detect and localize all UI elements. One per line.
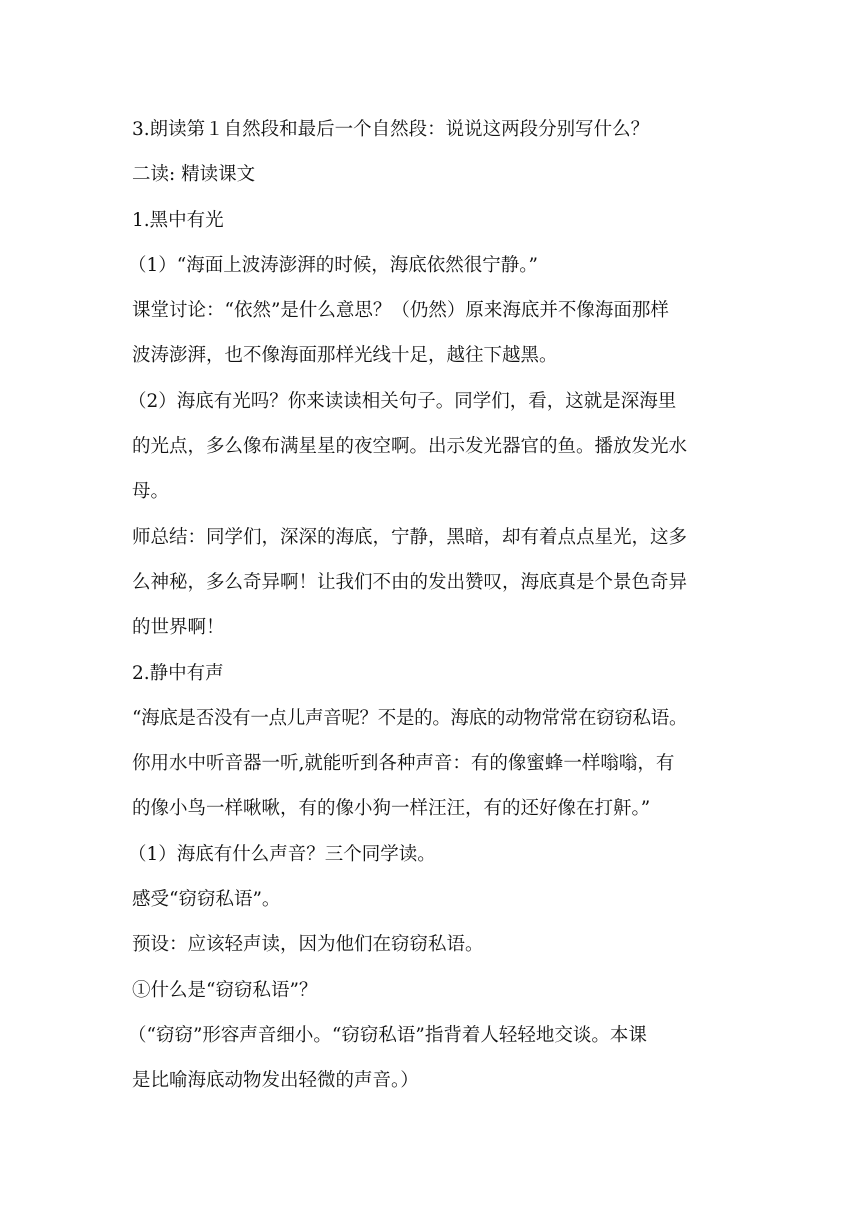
quote-2-line-2: 你用水中听音器一听,就能听到各种声音：有的像蜜蜂一样嗡嗡，有 [132,753,675,775]
question-2-line-2: 的光点，多么像布满星星的夜空啊。出示发光器官的鱼。播放发光水 [132,436,688,458]
quote-2-line-3: 的像小鸟一样啾啾，有的像小狗一样汪汪，有的还好像在打鼾。” [132,798,651,820]
summary-line-1: 师总结：同学们，深深的海底，宁静，黑暗，却有着点点星光，这多 [132,526,688,548]
section-2-heading: 2.静中有声 [132,662,224,684]
question-1-line: （1）海底有什么声音？三个同学读。 [128,843,436,865]
discussion-line-2: 波涛澎湃，也不像海面那样光线十足，越往下越黑。 [132,345,558,367]
summary-line-3: 的世界啊！ [132,617,225,639]
second-reading-heading: 二读: 精读课文 [132,164,256,186]
discussion-line-1: 课堂讨论：“依然”是什么意思？（仍然）原来海底并不像海面那样 [132,300,669,322]
meaning-answer-line-1: （“窃窃”形容声音细小。“窃窃私语”指背着人轻轻地交谈。本课 [128,1024,647,1046]
meaning-answer-line-2: 是比喻海底动物发出轻微的声音。） [132,1070,419,1092]
summary-line-2: 么神秘，多么奇异啊！让我们不由的发出赞叹，海底真是个景色奇异 [132,571,688,593]
quote-2-line-1: “海底是否没有一点儿声音呢？不是的。海底的动物常常在窃窃私语。 [132,707,688,729]
quote-1-line: （1）“海面上波涛澎湃的时候，海底依然很宁静。” [128,254,538,276]
preset-line: 预设：应该轻声读，因为他们在窃窃私语。 [132,934,484,956]
question-2-line-3: 母。 [132,481,170,503]
question-3-line: 3.朗读第１自然段和最后一个自然段：说说这两段分别写什么？ [132,119,650,140]
meaning-question-line: ①什么是“窃窃私语”？ [132,979,318,1001]
feel-line: 感受“窃窃私语”。 [132,889,281,911]
question-2-line-1: （2）海底有光吗？你来读读相关句子。同学们，看，这就是深海里 [128,390,677,412]
document-body [128,110,752,1107]
section-1-heading: 1.黑中有光 [132,209,224,231]
